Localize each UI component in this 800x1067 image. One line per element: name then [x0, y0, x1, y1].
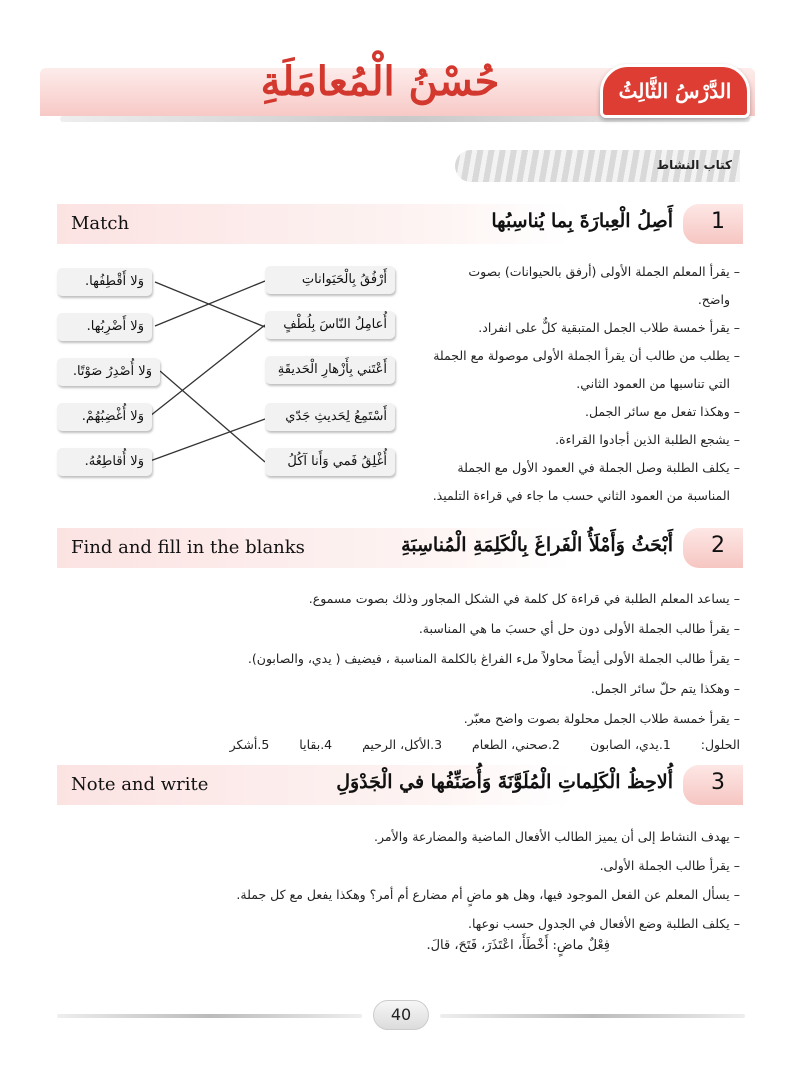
match-line-4 [150, 325, 265, 416]
footer-line-right [440, 1014, 745, 1018]
solution-2: 2.صحني، الطعام [472, 737, 560, 752]
s3-bullet-3: – يسأل المعلم عن الفعل الموجود فيها، وهل هو ماضٍ أم مضارع أم أمر؟ وهكذا يفعل مع كل جملة. [180, 880, 740, 909]
page-number: 40 [373, 1000, 429, 1030]
solution-1: 1.يدي، الصابون [589, 737, 671, 752]
s1-bullet-4: – وهكذا تفعل مع سائر الجمل. [408, 398, 740, 426]
solution-5: 5.أشكر [229, 737, 270, 752]
section-3-header [57, 765, 743, 805]
s3-bullet-4: – يكلف الطلبة وضع الأفعال في الجدول حسب نوعها. [180, 909, 740, 938]
match-left-4: وَلا أُغْضِبُهُمْ. [57, 403, 152, 431]
s2-bullet-1: – يساعد المعلم الطلبة في قراءة كل كلمة في الشكل المجاور وذلك بصوت مسموع. [200, 584, 740, 614]
section-2-number: 2 [711, 533, 725, 558]
match-right-5: أُغْلِقُ فَمي وَأَنا آكُلُ [265, 448, 395, 476]
section-3-english-title: Note and write [71, 774, 209, 795]
match-line-5 [150, 419, 265, 461]
match-line-1 [155, 282, 265, 327]
s2-bullet-5: – يقرأ خمسة طلاب الجمل محلولة بصوت واضح معبّر. [200, 704, 740, 734]
s1-bullet-1: – يقرأ المعلم الجملة الأولى (أرفق بالحيوانات) بصوت [408, 258, 740, 286]
solution-4: 4.بقايا [299, 737, 333, 752]
s2-bullet-4: – وهكذا يتم حلّ سائر الجمل. [200, 674, 740, 704]
s1-bullet-1-cont: واضح. [697, 292, 730, 307]
section-2-english-title: Find and fill in the blanks [71, 537, 305, 558]
section-3-instructions [180, 822, 740, 938]
match-right-1: أَرْفُقُ بِالْحَيَواناتِ [265, 266, 395, 294]
s1-bullet-3: – يطلب من طالب أن يقرأ الجملة الأولى موصولة مع الجملة [408, 342, 740, 370]
match-left-1: وَلا أَقْطِفُها. [57, 268, 152, 296]
section-2-solutions [160, 733, 740, 757]
activity-book-label: كتاب النشاط [656, 158, 732, 172]
section-1-number: 1 [711, 209, 725, 234]
section-2-number-tab [683, 528, 743, 568]
section-1-instructions [408, 258, 740, 510]
s1-bullet-2: – يقرأ خمسة طلاب الجمل المتبقية كلٌّ على انفراد. [408, 314, 740, 342]
section-3-number: 3 [711, 770, 725, 795]
match-left-5: وَلا أُقاطِعُهُ. [57, 448, 152, 476]
section-2-header [57, 528, 743, 568]
lesson-badge-label: الدَّرْسُ الثَّالِثُ [618, 79, 732, 103]
section-3-number-tab [683, 765, 743, 805]
s3-bullet-2: – يقرأ طالب الجملة الأولى. [180, 851, 740, 880]
s2-bullet-2: – يقرأ طالب الجملة الأولى دون حل أي حسبَ ما هي المناسبة. [200, 614, 740, 644]
match-right-2: أُعامِلُ النّاسَ بِلُطْفٍ [265, 311, 395, 339]
s1-bullet-3-cont: التي تناسبها من العمود الثاني. [576, 376, 730, 391]
footer-line-left [57, 1014, 362, 1018]
solutions-label: الحلول: [700, 737, 740, 752]
match-line-2 [155, 281, 265, 326]
s1-bullet-6: – يكلف الطلبة وصل الجملة في العمود الأول مع الجملة [408, 454, 740, 482]
s1-bullet-6-cont: المناسبة من العمود الثاني حسب ما جاء في قراءة التلميذ. [432, 488, 730, 503]
section-2-instructions [200, 584, 740, 734]
solution-3: 3.الأكل، الرحيم [362, 737, 443, 752]
lesson-title: حُسْنُ الْمُعامَلَةِ [260, 58, 500, 105]
match-line-3 [160, 371, 265, 462]
section-1-english-title: Match [71, 213, 130, 234]
section-1-arabic-title: أَصِلُ الْعِبارَةَ بِما يُناسِبُها [491, 210, 673, 232]
section-2-arabic-title: أَبْحَثُ وَأَمْلَأُ الْفَراغَ بِالْكَلِمَةِ الْمُناسِبَةِ [401, 534, 673, 556]
match-right-3: أَعْتَني بِأَزْهارِ الْحَديقَةِ [265, 356, 395, 384]
section-3-example: فِعْلٌ ماضٍ: أَخْطَأَ، اعْتَذَرَ، فَتَحَ، قالَ. [426, 938, 610, 953]
s1-bullet-5: – يشجع الطلبة الذين أجادوا القراءة. [408, 426, 740, 454]
match-right-4: أَسْتَمِعُ لِحَديثِ جَدّي [265, 403, 395, 431]
s3-bullet-1: – يهدف النشاط إلى أن يميز الطالب الأفعال الماضية والمضارعة والأمر. [180, 822, 740, 851]
s2-bullet-3: – يقرأ طالب الجملة الأولى أيضاً محاولاً ملء الفراغ بالكلمة المناسبة ، فيضيف ( يدي، والصابون). [200, 644, 740, 674]
section-3-arabic-title: أُلاحِظُ الْكَلِماتِ الْمُلَوَّنَةَ وَأُصَنِّفُها في الْجَدْوَلِ [336, 771, 673, 793]
match-left-3: وَلا أُصْدِرُ صَوْتًا. [57, 358, 160, 386]
match-left-2: وَلا أَضْرِبُها. [57, 313, 152, 341]
